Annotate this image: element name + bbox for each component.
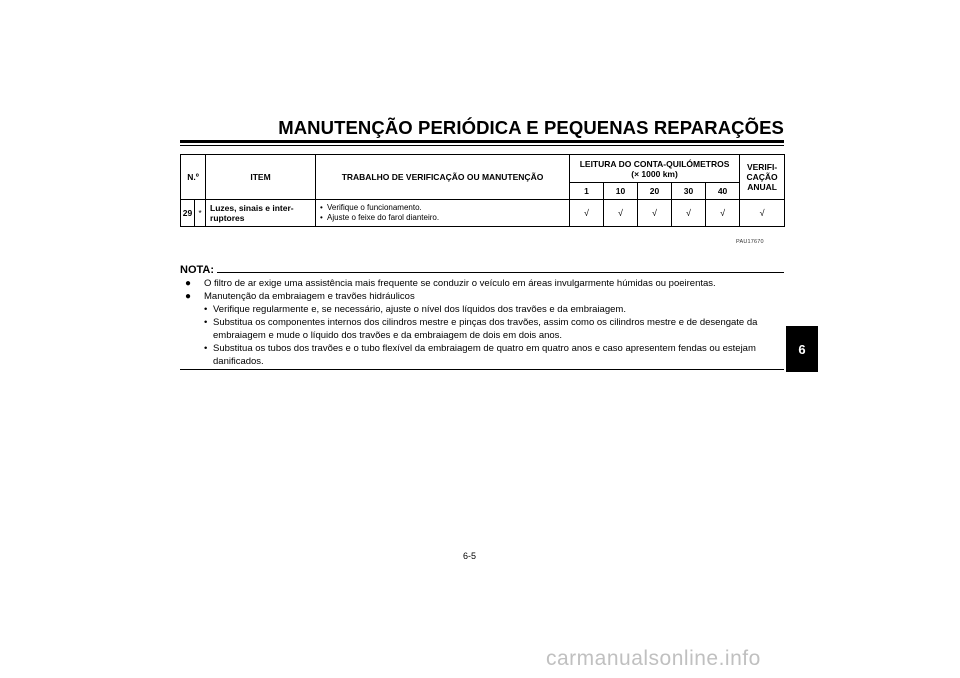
row-item-line1: Luzes, sinais e inter- (210, 203, 294, 213)
nota-sub-1-text: Verifique regularmente e, se necessário, ajuste o nível dos líquidos dos travões e da embraiagem. (213, 304, 626, 315)
nota-label: NOTA: (180, 264, 215, 276)
nota-bullet-2 (180, 290, 784, 303)
nota-sub-2-text: Substitua os componentes internos dos cilindros mestre e pinças dos travões, assim como os cilindros mestre e de desengate da embraiagem e mude o líquido dos travões e da embraiagem de dois em dois anos. (213, 317, 758, 341)
bullet-icon: • (320, 213, 323, 222)
header-km-40: 40 (706, 183, 740, 200)
bullet-icon: • (320, 203, 323, 212)
table-row (181, 200, 785, 227)
row-item (206, 200, 316, 227)
row-work-text2: Ajuste o feixe do farol dianteiro. (327, 213, 440, 222)
nota-end-rule (180, 369, 784, 370)
row-item-line2: ruptores (210, 213, 245, 223)
row-asterisk: * (195, 200, 206, 227)
header-odometer (570, 155, 740, 183)
nota-bullet-2-text: Manutenção da embraiagem e travões hidráulicos (204, 291, 415, 302)
page-number: 6-5 (463, 551, 477, 561)
header-odometer-line1: LEITURA DO CONTA-QUILÓMETROS (579, 158, 730, 169)
watermark: carmanualsonline.info (546, 647, 761, 670)
nota-sub-1 (180, 303, 784, 316)
header-km-10: 10 (604, 183, 638, 200)
maintenance-table (180, 154, 785, 227)
nota-bullet-1-text: O filtro de ar exige uma assistência mais frequente se conduzir o veículo em áreas invulgarmente húmidas ou poeirentas. (204, 278, 716, 289)
check-km-30: √ (672, 200, 706, 227)
header-num: N.º (181, 155, 206, 200)
row-work-line2 (320, 213, 569, 223)
nota-sub-3-text: Substitua os tubos dos travões e o tubo flexível da embraiagem de quatro em quatro anos e caso apresentem fendas ou estejam danificados. (213, 343, 756, 367)
header-odometer-line2: (× 1000 km) (631, 168, 678, 179)
check-km-10: √ (604, 200, 638, 227)
header-km-20: 20 (638, 183, 672, 200)
nota-rule (217, 272, 784, 273)
bullet-dot-icon: ● (185, 291, 192, 302)
check-km-20: √ (638, 200, 672, 227)
header-annual-line2: CAÇÃO (746, 172, 778, 182)
nota-body (180, 277, 784, 368)
check-annual: √ (740, 200, 785, 227)
bullet-dot-icon: ● (185, 278, 192, 289)
header-km-1: 1 (570, 183, 604, 200)
page-title: MANUTENÇÃO PERIÓDICA E PEQUENAS REPARAÇÕES (278, 117, 784, 138)
header-annual (740, 155, 785, 200)
row-number: 29 (181, 200, 195, 227)
sub-bullet-icon: • (204, 317, 208, 328)
header-annual-line3: ANUAL (747, 182, 777, 192)
check-km-40: √ (706, 200, 740, 227)
header-annual-line1: VERIFI- (746, 162, 778, 172)
nota-sub-3 (180, 342, 784, 368)
check-km-1: √ (570, 200, 604, 227)
row-work (316, 200, 570, 227)
sub-bullet-icon: • (204, 304, 208, 315)
header-item: ITEM (206, 155, 316, 200)
header-work: TRABALHO DE VERIFICAÇÃO OU MANUTENÇÃO (316, 155, 570, 200)
row-work-line1 (320, 203, 569, 213)
reference-code: PAU17670 (736, 239, 764, 245)
title-underline-thick (180, 140, 784, 143)
nota-sub-2 (180, 316, 784, 342)
sub-bullet-icon: • (204, 343, 208, 354)
chapter-tab: 6 (786, 326, 818, 372)
title-underline-thin (180, 145, 784, 146)
nota-bullet-1 (180, 277, 784, 290)
row-work-text1: Verifique o funcionamento. (327, 203, 422, 212)
header-km-30: 30 (672, 183, 706, 200)
